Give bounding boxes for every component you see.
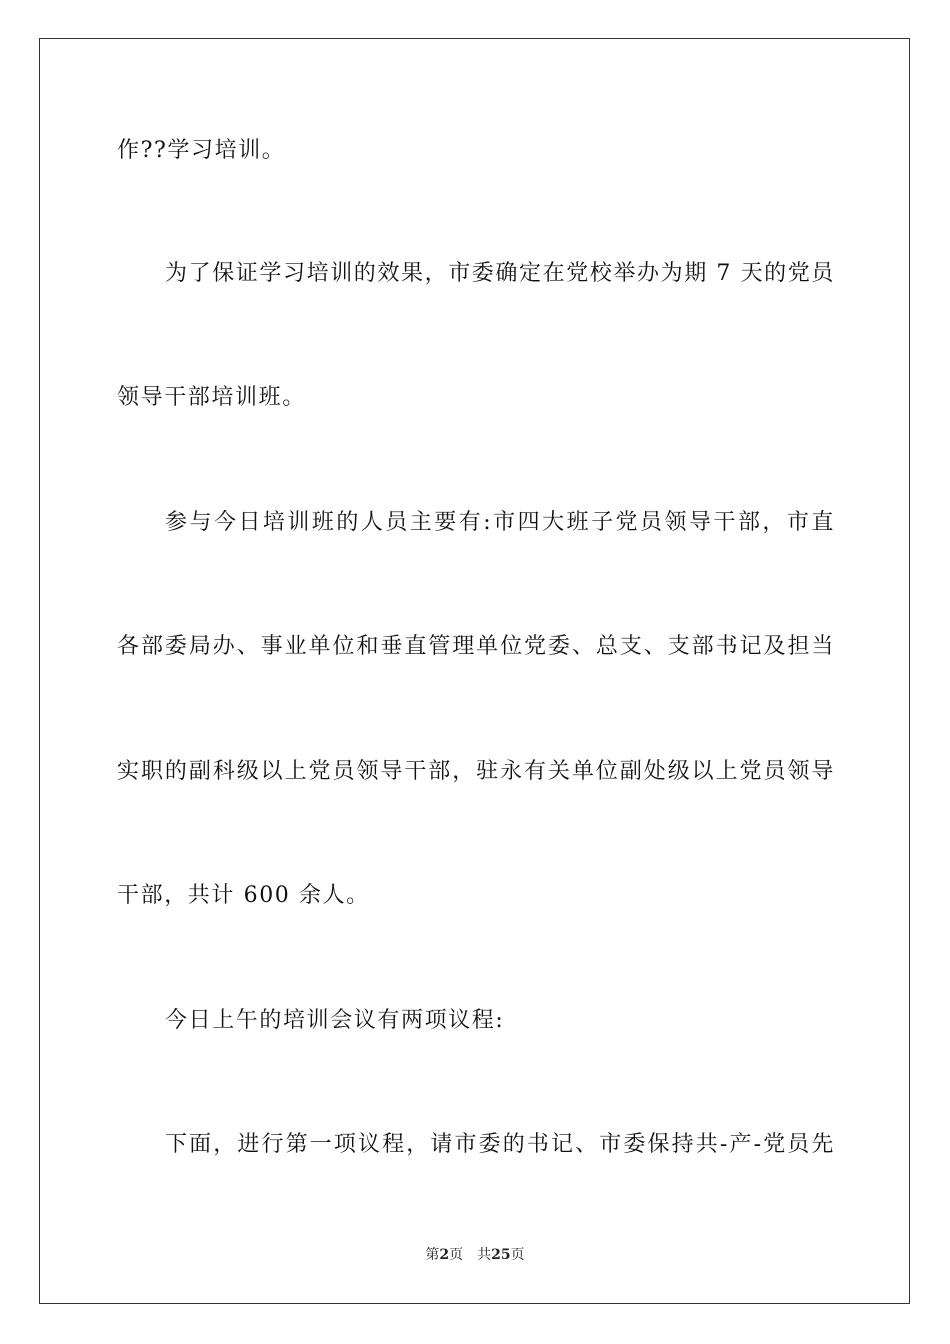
paragraph-line-2: 为了保证学习培训的效果，市委确定在党校举办为期 7 天的党员 — [165, 261, 835, 286]
page-footer — [0, 1246, 950, 1264]
paragraph-line-4: 参与今日培训班的人员主要有:市四大班子党员领导干部，市直 — [165, 510, 835, 535]
paragraph-line-9: 下面，进行第一项议程，请市委的书记、市委保持共-产-党员先 — [165, 1132, 835, 1157]
paragraph-line-6: 实职的副科级以上党员领导干部，驻永有关单位副处级以上党员领导 — [117, 759, 835, 784]
footer-total-suffix: 页 — [510, 1247, 525, 1263]
paragraph-line-7: 干部，共计 600 余人。 — [117, 883, 370, 908]
footer-page-total: 25 — [491, 1247, 511, 1263]
paragraph-line-5: 各部委局办、事业单位和垂直管理单位党委、总支、支部书记及担当 — [117, 634, 835, 659]
page-border — [39, 38, 910, 1304]
paragraph-line-3: 领导干部培训班。 — [117, 385, 306, 410]
paragraph-line-1: 作??学习培训。 — [117, 138, 286, 163]
paragraph-line-8: 今日上午的培训会议有两项议程: — [165, 1008, 505, 1033]
footer-page-current: 2 — [439, 1247, 450, 1263]
footer-total-prefix: 共 — [477, 1247, 492, 1263]
footer-page-suffix: 页 — [449, 1247, 464, 1263]
footer-page-prefix: 第 — [425, 1247, 440, 1263]
